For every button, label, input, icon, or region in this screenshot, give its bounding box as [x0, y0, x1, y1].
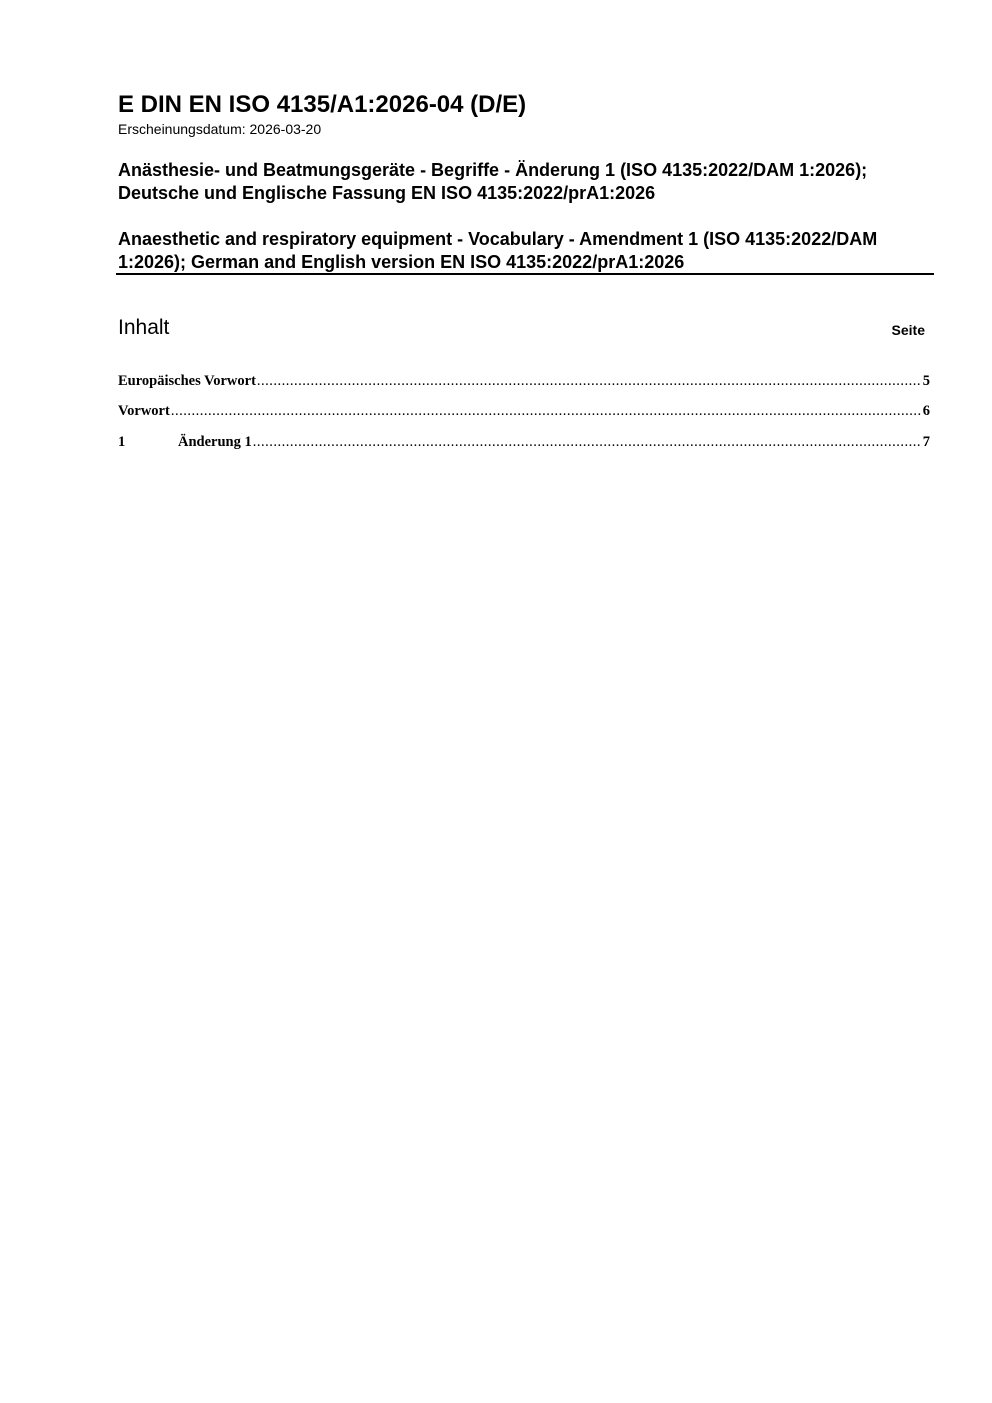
- toc-entry-label: Europäisches Vorwort: [118, 373, 256, 389]
- toc-entry-page: 6: [922, 403, 930, 419]
- toc-dot-leader: [171, 401, 922, 421]
- title-english: Anaesthetic and respiratory equipment - Vocabulary - Amendment 1 (ISO 4135:2022/DAM 1:2026); German and English version EN ISO 4135:2022/prA1:2026: [118, 229, 878, 272]
- publication-date: Erscheinungsdatum: 2026-03-20: [118, 121, 322, 137]
- toc-entry-amendment-1[interactable]: [118, 432, 930, 452]
- toc-entry-number: 1: [118, 434, 126, 450]
- title-german: Anästhesie- und Beatmungsgeräte - Begriffe - Änderung 1 (ISO 4135:2022/DAM 1:2026); Deutsche und Englische Fassung EN ISO 4135:2022/prA1:2026: [118, 160, 868, 203]
- toc-entry-page: 7: [922, 434, 930, 450]
- toc-entry-european-foreword[interactable]: [118, 371, 930, 391]
- toc-dot-leader: [253, 432, 922, 452]
- document-designation: E DIN EN ISO 4135/A1:2026-04 (D/E): [118, 91, 527, 118]
- toc-heading: Inhalt: [118, 316, 170, 339]
- toc-entry-foreword[interactable]: [118, 401, 930, 421]
- toc-entry-label: Vorwort: [118, 403, 170, 419]
- toc-entry-page: 5: [922, 373, 930, 389]
- toc-entry-label: Änderung 1: [178, 434, 252, 450]
- toc-page-column-label: Seite: [891, 322, 925, 338]
- title-divider: [116, 273, 934, 275]
- toc-dot-leader: [257, 371, 922, 391]
